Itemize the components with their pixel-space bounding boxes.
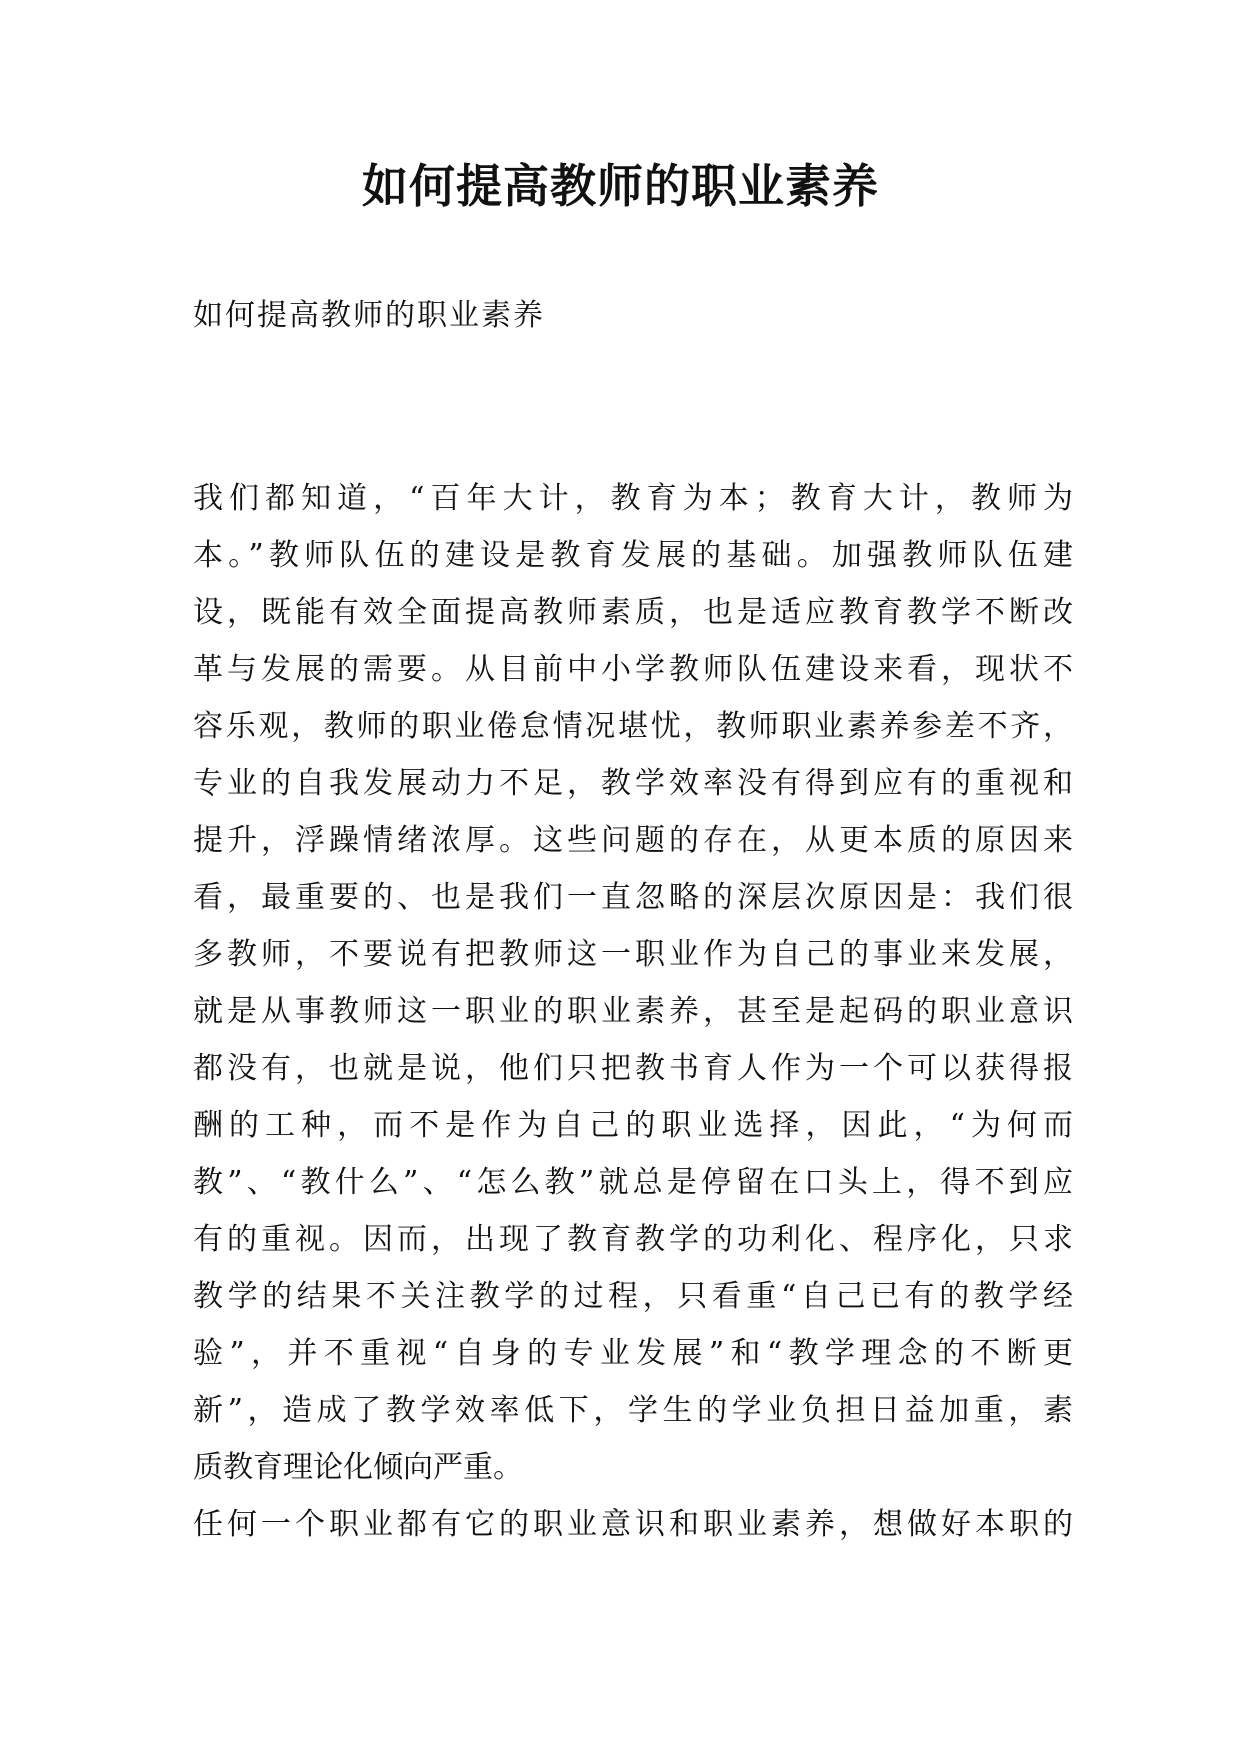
text-line: 革与发展的需要。从目前中小学教师队伍建设来看，现状不 — [193, 652, 1073, 687]
text-line: 多教师，不要说有把教师这一职业作为自己的事业来发展， — [193, 937, 1073, 972]
text-line: 提升，浮躁情绪浓厚。这些问题的存在，从更本质的原因来 — [193, 823, 1073, 858]
text-line: 教学的结果不关注教学的过程，只看重“自己已有的教学经 — [193, 1279, 1073, 1314]
document-body — [193, 470, 1073, 1553]
paragraph-1 — [193, 470, 1073, 1496]
text-line: 有的重视。因而，出现了教育教学的功利化、程序化，只求 — [193, 1222, 1073, 1257]
text-line: 专业的自我发展动力不足，教学效率没有得到应有的重视和 — [193, 766, 1073, 801]
text-line: 我们都知道，“百年大计，教育为本；教育大计，教师为 — [193, 481, 1073, 516]
text-line: 就是从事教师这一职业的职业素养，甚至是起码的职业意识 — [193, 994, 1073, 1029]
text-line: 都没有，也就是说，他们只把教书育人作为一个可以获得报 — [193, 1051, 1073, 1086]
document-title: 如何提高教师的职业素养 — [362, 159, 879, 213]
text-line: 新”，造成了教学效率低下，学生的学业负担日益加重，素 — [193, 1393, 1073, 1428]
paragraph-2 — [193, 1496, 1073, 1553]
text-line: 任何一个职业都有它的职业意识和职业素养，想做好本职的 — [193, 1507, 1073, 1542]
text-line: 看，最重要的、也是我们一直忽略的深层次原因是：我们很 — [193, 880, 1073, 915]
text-line: 酬的工种，而不是作为自己的职业选择，因此，“为何而 — [193, 1108, 1073, 1143]
document-subtitle: 如何提高教师的职业素养 — [193, 298, 545, 333]
text-line: 验”，并不重视“自身的专业发展”和“教学理念的不断更 — [193, 1336, 1073, 1371]
text-line: 设，既能有效全面提高教师素质，也是适应教育教学不断改 — [193, 595, 1073, 630]
text-line: 本。”教师队伍的建设是教育发展的基础。加强教师队伍建 — [193, 538, 1073, 573]
text-line: 教”、“教什么”、“怎么教”就总是停留在口头上，得不到应 — [193, 1165, 1073, 1200]
text-line: 质教育理论化倾向严重。 — [193, 1450, 523, 1485]
text-line: 容乐观，教师的职业倦怠情况堪忧，教师职业素养参差不齐， — [193, 709, 1073, 744]
